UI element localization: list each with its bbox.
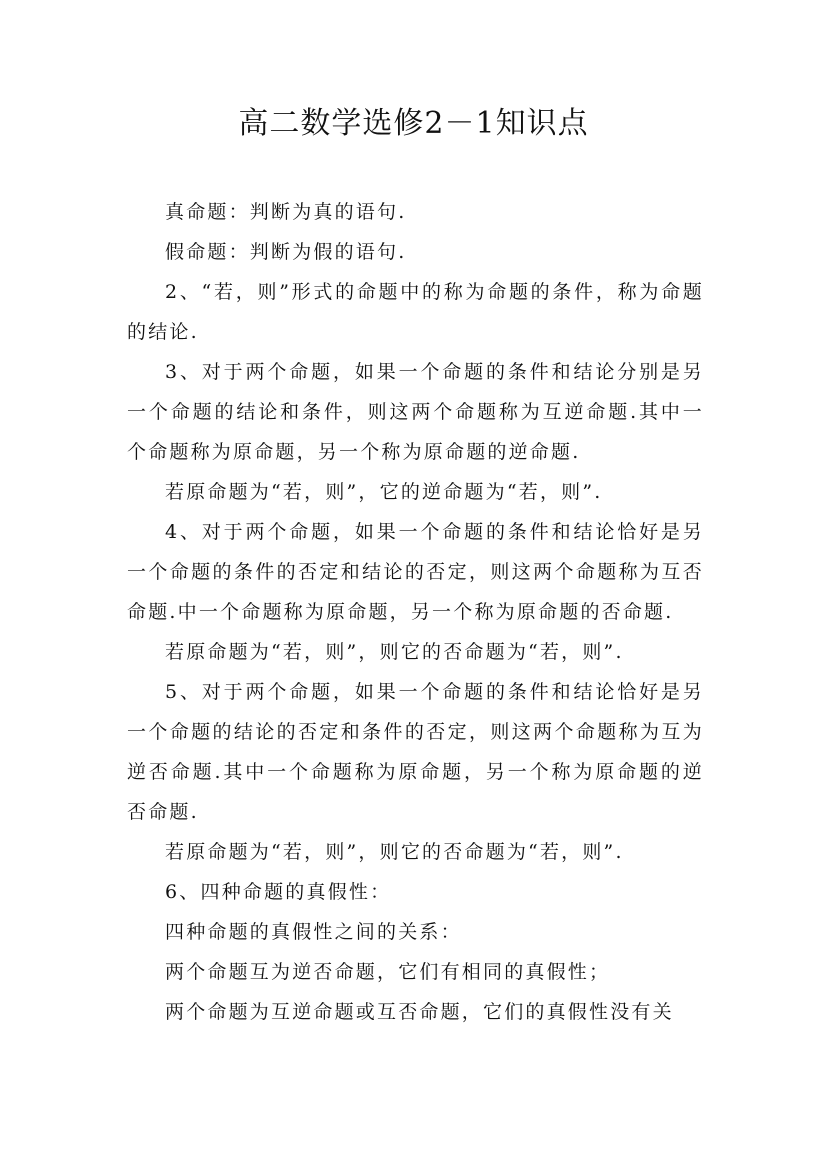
paragraph-truth-heading: 6、四种命题的真假性： (165, 881, 392, 903)
paragraph-contrapositive-form: 若原命题为“若，则”，则它的否命题为“若，则”. (165, 841, 624, 863)
paragraph-truth-relation: 四种命题的真假性之间的关系： (165, 921, 462, 943)
document-body (127, 192, 704, 1032)
paragraph-same-truth: 两个命题互为逆否命题，它们有相同的真假性； (165, 961, 611, 983)
paragraph-converse-form: 若原命题为“若，则”，它的逆命题为“若，则”. (165, 481, 603, 503)
document-title: 高二数学选修2－1知识点 (238, 106, 589, 141)
paragraph-false-proposition: 假命题：判断为假的语句. (165, 241, 407, 263)
paragraph-converse: 3、对于两个命题，如果一个命题的条件和结论分别是另一个命题的结论和条件，则这两个命题称为互逆命题.其中一个命题称为原命题，另一个称为原命题的逆命题. (127, 361, 704, 463)
paragraph-condition-conclusion: 2、“若，则”形式的命题中的称为命题的条件，称为命题的结论. (127, 281, 704, 343)
paragraph-true-proposition: 真命题：判断为真的语句. (165, 201, 407, 223)
paragraph-contrapositive: 5、对于两个命题，如果一个命题的条件和结论恰好是另一个命题的结论的否定和条件的否定，则这两个命题称为互为逆否命题.其中一个命题称为原命题，另一个称为原命题的逆否命题. (127, 681, 704, 823)
paragraph-inverse: 4、对于两个命题，如果一个命题的条件和结论恰好是另一个命题的条件的否定和结论的否定，则这两个命题称为互否命题.中一个命题称为原命题，另一个称为原命题的否命题. (127, 521, 704, 623)
paragraph-inverse-form: 若原命题为“若，则”，则它的否命题为“若，则”. (165, 641, 624, 663)
paragraph-no-relation: 两个命题为互逆命题或互否命题，它们的真假性没有关 (165, 1001, 674, 1023)
